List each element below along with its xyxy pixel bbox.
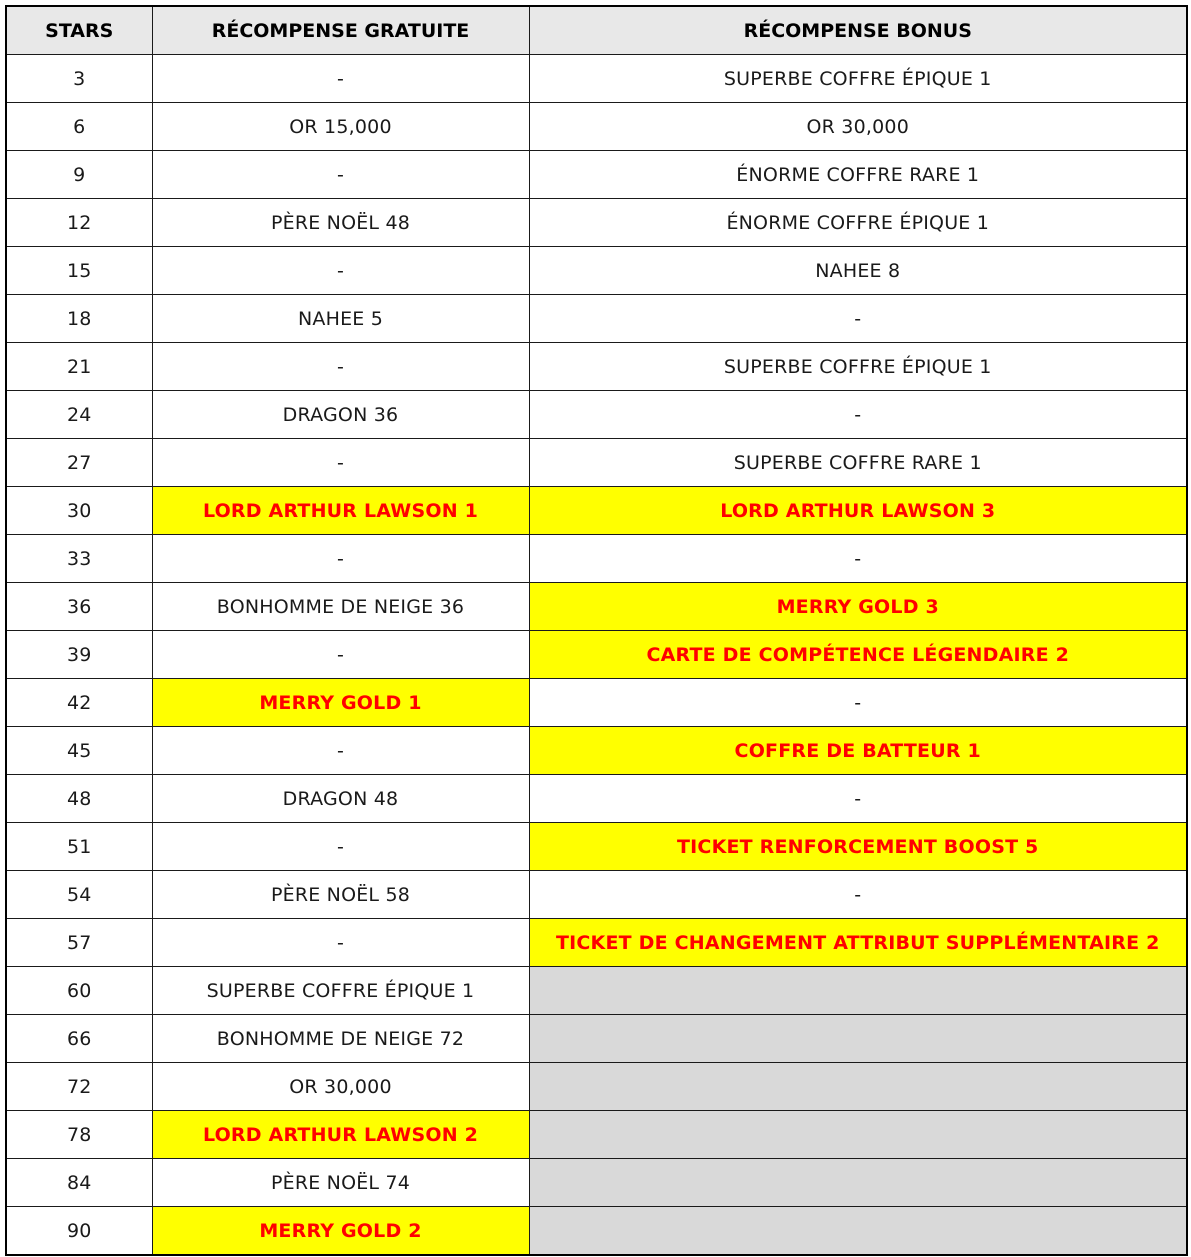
- header-free-reward[interactable]: RÉCOMPENSE GRATUITE: [152, 6, 529, 55]
- table-body: [6, 55, 1187, 1256]
- cell-free-reward[interactable]: PÈRE NOËL 48: [152, 199, 529, 247]
- cell-stars[interactable]: 12: [6, 199, 152, 247]
- table-header: [6, 6, 1187, 55]
- cell-free-reward[interactable]: MERRY GOLD 2: [152, 1207, 529, 1256]
- cell-free-reward[interactable]: BONHOMME DE NEIGE 72: [152, 1015, 529, 1063]
- cell-stars[interactable]: 33: [6, 535, 152, 583]
- cell-bonus-reward[interactable]: -: [529, 391, 1187, 439]
- table-row: [6, 1207, 1187, 1256]
- table-row: [6, 727, 1187, 775]
- cell-free-reward[interactable]: -: [152, 247, 529, 295]
- cell-stars[interactable]: 27: [6, 439, 152, 487]
- table-row: [6, 295, 1187, 343]
- cell-bonus-reward[interactable]: -: [529, 775, 1187, 823]
- cell-bonus-reward[interactable]: SUPERBE COFFRE RARE 1: [529, 439, 1187, 487]
- cell-bonus-empty[interactable]: [529, 967, 1187, 1015]
- table-row: [6, 535, 1187, 583]
- cell-stars[interactable]: 3: [6, 55, 152, 103]
- cell-free-reward[interactable]: PÈRE NOËL 74: [152, 1159, 529, 1207]
- table-row: [6, 247, 1187, 295]
- cell-stars[interactable]: 15: [6, 247, 152, 295]
- cell-stars[interactable]: 51: [6, 823, 152, 871]
- cell-stars[interactable]: 78: [6, 1111, 152, 1159]
- cell-stars[interactable]: 6: [6, 103, 152, 151]
- cell-bonus-reward[interactable]: ÉNORME COFFRE RARE 1: [529, 151, 1187, 199]
- cell-bonus-reward[interactable]: -: [529, 679, 1187, 727]
- table-row: [6, 343, 1187, 391]
- cell-stars[interactable]: 45: [6, 727, 152, 775]
- table-row: [6, 391, 1187, 439]
- cell-stars[interactable]: 39: [6, 631, 152, 679]
- cell-stars[interactable]: 72: [6, 1063, 152, 1111]
- cell-bonus-reward[interactable]: SUPERBE COFFRE ÉPIQUE 1: [529, 55, 1187, 103]
- cell-bonus-reward[interactable]: LORD ARTHUR LAWSON 3: [529, 487, 1187, 535]
- cell-free-reward[interactable]: MERRY GOLD 1: [152, 679, 529, 727]
- table-row: [6, 487, 1187, 535]
- cell-free-reward[interactable]: DRAGON 48: [152, 775, 529, 823]
- cell-bonus-empty[interactable]: [529, 1159, 1187, 1207]
- cell-bonus-reward[interactable]: ÉNORME COFFRE ÉPIQUE 1: [529, 199, 1187, 247]
- table-row: [6, 151, 1187, 199]
- cell-free-reward[interactable]: -: [152, 439, 529, 487]
- cell-bonus-reward[interactable]: COFFRE DE BATTEUR 1: [529, 727, 1187, 775]
- table-row: [6, 55, 1187, 103]
- table-row: [6, 103, 1187, 151]
- header-bonus-reward[interactable]: RÉCOMPENSE BONUS: [529, 6, 1187, 55]
- cell-free-reward[interactable]: -: [152, 151, 529, 199]
- table-row: [6, 679, 1187, 727]
- header-stars[interactable]: STARS: [6, 6, 152, 55]
- table-row: [6, 1159, 1187, 1207]
- table-row: [6, 199, 1187, 247]
- table-row: [6, 1111, 1187, 1159]
- table-row: [6, 583, 1187, 631]
- cell-bonus-empty[interactable]: [529, 1063, 1187, 1111]
- cell-free-reward[interactable]: DRAGON 36: [152, 391, 529, 439]
- cell-bonus-reward[interactable]: OR 30,000: [529, 103, 1187, 151]
- rewards-sheet: [5, 5, 1188, 1256]
- cell-stars[interactable]: 54: [6, 871, 152, 919]
- cell-bonus-reward[interactable]: CARTE DE COMPÉTENCE LÉGENDAIRE 2: [529, 631, 1187, 679]
- table-row: [6, 439, 1187, 487]
- cell-free-reward[interactable]: -: [152, 823, 529, 871]
- cell-free-reward[interactable]: SUPERBE COFFRE ÉPIQUE 1: [152, 967, 529, 1015]
- cell-bonus-reward[interactable]: TICKET DE CHANGEMENT ATTRIBUT SUPPLÉMENTAIRE 2: [529, 919, 1187, 967]
- cell-bonus-empty[interactable]: [529, 1015, 1187, 1063]
- cell-bonus-empty[interactable]: [529, 1111, 1187, 1159]
- cell-free-reward[interactable]: -: [152, 727, 529, 775]
- cell-free-reward[interactable]: LORD ARTHUR LAWSON 1: [152, 487, 529, 535]
- cell-stars[interactable]: 48: [6, 775, 152, 823]
- cell-free-reward[interactable]: -: [152, 919, 529, 967]
- cell-bonus-empty[interactable]: [529, 1207, 1187, 1256]
- cell-stars[interactable]: 9: [6, 151, 152, 199]
- cell-stars[interactable]: 36: [6, 583, 152, 631]
- cell-free-reward[interactable]: -: [152, 535, 529, 583]
- cell-stars[interactable]: 30: [6, 487, 152, 535]
- cell-bonus-reward[interactable]: NAHEE 8: [529, 247, 1187, 295]
- cell-free-reward[interactable]: OR 15,000: [152, 103, 529, 151]
- cell-stars[interactable]: 84: [6, 1159, 152, 1207]
- cell-free-reward[interactable]: PÈRE NOËL 58: [152, 871, 529, 919]
- cell-stars[interactable]: 18: [6, 295, 152, 343]
- table-row: [6, 1063, 1187, 1111]
- cell-free-reward[interactable]: LORD ARTHUR LAWSON 2: [152, 1111, 529, 1159]
- cell-bonus-reward[interactable]: TICKET RENFORCEMENT BOOST 5: [529, 823, 1187, 871]
- cell-stars[interactable]: 21: [6, 343, 152, 391]
- table-row: [6, 775, 1187, 823]
- rewards-table: [5, 5, 1188, 1256]
- cell-stars[interactable]: 66: [6, 1015, 152, 1063]
- header-row: [6, 6, 1187, 55]
- cell-bonus-reward[interactable]: -: [529, 295, 1187, 343]
- table-row: [6, 919, 1187, 967]
- cell-stars[interactable]: 42: [6, 679, 152, 727]
- cell-bonus-reward[interactable]: -: [529, 535, 1187, 583]
- table-row: [6, 631, 1187, 679]
- cell-free-reward[interactable]: -: [152, 55, 529, 103]
- cell-bonus-reward[interactable]: -: [529, 871, 1187, 919]
- table-row: [6, 823, 1187, 871]
- table-row: [6, 967, 1187, 1015]
- cell-free-reward[interactable]: -: [152, 343, 529, 391]
- cell-free-reward[interactable]: -: [152, 631, 529, 679]
- cell-stars[interactable]: 24: [6, 391, 152, 439]
- cell-stars[interactable]: 60: [6, 967, 152, 1015]
- cell-stars[interactable]: 90: [6, 1207, 152, 1256]
- cell-free-reward[interactable]: BONHOMME DE NEIGE 36: [152, 583, 529, 631]
- cell-bonus-reward[interactable]: MERRY GOLD 3: [529, 583, 1187, 631]
- table-row: [6, 1015, 1187, 1063]
- cell-stars[interactable]: 57: [6, 919, 152, 967]
- cell-free-reward[interactable]: NAHEE 5: [152, 295, 529, 343]
- table-row: [6, 871, 1187, 919]
- cell-free-reward[interactable]: OR 30,000: [152, 1063, 529, 1111]
- cell-bonus-reward[interactable]: SUPERBE COFFRE ÉPIQUE 1: [529, 343, 1187, 391]
